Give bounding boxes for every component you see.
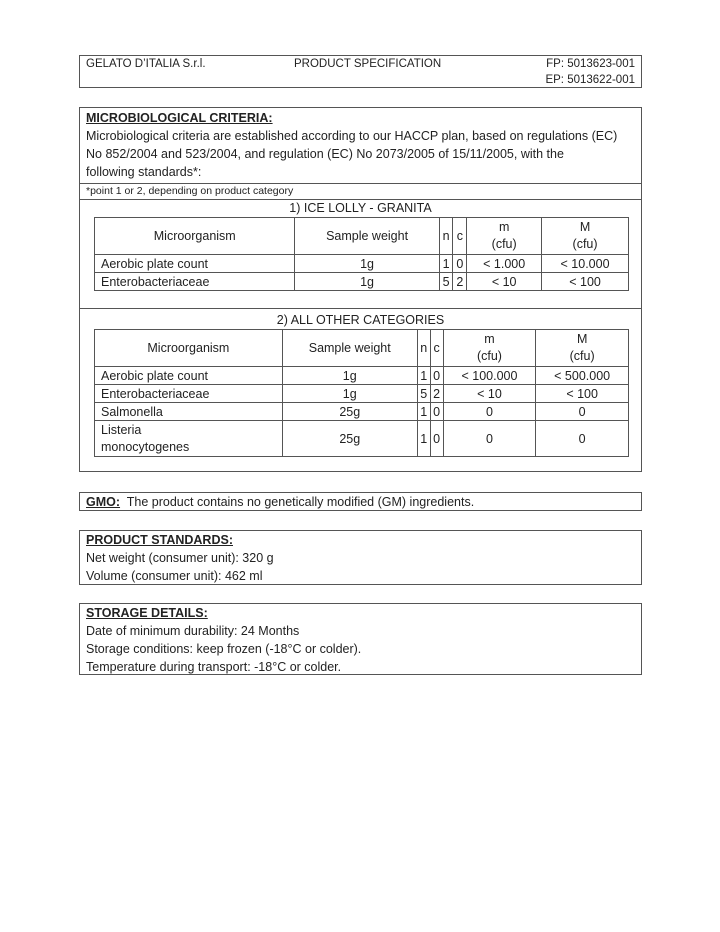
microbiological-section <box>79 107 642 472</box>
gmo-text: The product contains no genetically modified (GM) ingredients. <box>126 495 475 509</box>
col-organism: Microorganism <box>95 330 283 367</box>
ep-code: EP: 5013622-001 <box>545 74 635 86</box>
table-row: Enterobacteriaceae 1g 5 2 < 10 < 100 <box>95 273 629 291</box>
col-weight: Sample weight <box>282 330 417 367</box>
document-title: PRODUCT SPECIFICATION <box>294 58 442 70</box>
document-header <box>79 55 642 88</box>
micro-title: MICROBIOLOGICAL CRITERIA: <box>86 111 273 125</box>
table-row: Aerobic plate count 1g 1 0 < 1.000 < 10.000 <box>95 255 629 273</box>
transport-temperature: Temperature during transport: -18°C or colder. <box>86 660 342 674</box>
table1-title: 1) ICE LOLLY - GRANITA <box>289 201 432 215</box>
table-header-row <box>95 330 629 367</box>
product-standards-section <box>79 530 642 585</box>
col-m: m (cfu) <box>467 218 542 255</box>
company-name: GELATO D’ITALIA S.r.l. <box>86 58 206 70</box>
table-row: Listeria monocytogenes 25g 1 0 0 0 <box>95 421 629 457</box>
col-n: n <box>439 218 453 255</box>
table-header-row <box>95 218 629 255</box>
net-weight: Net weight (consumer unit): 320 g <box>86 551 274 565</box>
volume: Volume (consumer unit): 462 ml <box>86 569 263 583</box>
col-n: n <box>417 330 430 367</box>
storage-title: STORAGE DETAILS: <box>86 606 208 620</box>
table-row: Salmonella 25g 1 0 0 0 <box>95 403 629 421</box>
col-M: M (cfu) <box>542 218 629 255</box>
col-weight: Sample weight <box>295 218 439 255</box>
col-c: c <box>453 218 467 255</box>
micro-note: *point 1 or 2, depending on product category <box>80 183 641 199</box>
col-m: m (cfu) <box>443 330 536 367</box>
micro-text-line: following standards*: <box>86 165 202 179</box>
gmo-title: GMO: <box>86 495 121 509</box>
micro-text-line: No 852/2004 and 523/2004, and regulation (EC) No 2073/2005 of 15/11/2005, with the <box>86 147 564 161</box>
criteria-table-1 <box>94 217 629 291</box>
table2-title: 2) ALL OTHER CATEGORIES <box>276 313 445 327</box>
col-M: M (cfu) <box>536 330 629 367</box>
product-standards-title: PRODUCT STANDARDS: <box>86 533 233 547</box>
micro-text-line: Microbiological criteria are established according to our HACCP plan, based on regulations (EC) <box>86 129 618 143</box>
table-row: Aerobic plate count 1g 1 0 < 100.000 < 500.000 <box>95 367 629 385</box>
durability: Date of minimum durability: 24 Months <box>86 624 300 638</box>
criteria-table-2 <box>94 329 629 457</box>
gmo-section <box>79 492 642 511</box>
fp-code: FP: 5013623-001 <box>546 58 635 70</box>
col-c: c <box>430 330 443 367</box>
storage-section <box>79 603 642 675</box>
storage-conditions: Storage conditions: keep frozen (-18°C or colder). <box>86 642 362 656</box>
col-organism: Microorganism <box>95 218 295 255</box>
table-row: Enterobacteriaceae 1g 5 2 < 10 < 100 <box>95 385 629 403</box>
